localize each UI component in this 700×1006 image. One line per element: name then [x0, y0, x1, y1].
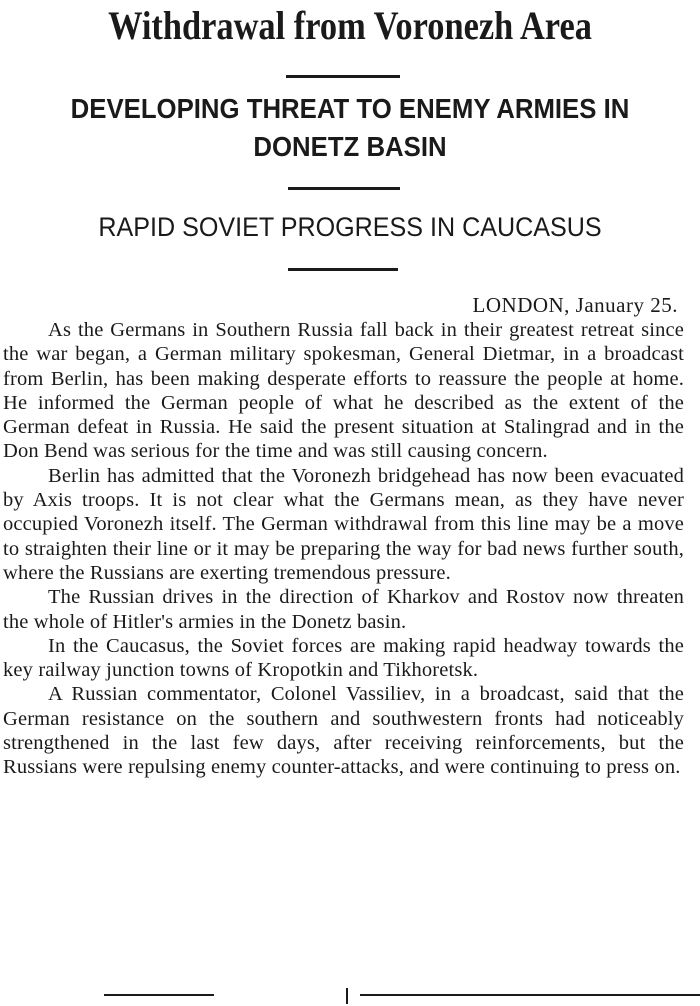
deck-divider	[288, 268, 398, 271]
footer-rule-right	[360, 994, 700, 996]
subheadline: DEVELOPING THREAT TO ENEMY ARMIES IN DONETZ BASIN	[70, 93, 630, 162]
deck: RAPID SOVIET PROGRESS IN CAUCASUS	[98, 212, 602, 242]
paragraph: A Russian commentator, Colonel Vassiliev, in a broadcast, said that the German resistance on the southern and southwestern fronts had noticeably strengthened in the last few days, after receiving reinforcements, but the Russians were repulsing enemy counter-attacks, and were continuing to press on.	[3, 683, 684, 779]
article-body	[3, 318, 684, 780]
paragraph: As the Germans in Southern Russia fall back in their greatest retreat since the war began, a German military spokesman, General Dietmar, in a broadcast from Berlin, has been making desperate efforts to reassure the people at home. He informed the German people of what he described as the extent of the German defeat in Russia. He said the present situation at Stalingrad and in the Don Bend was serious for the time and was still causing concern.	[3, 319, 684, 463]
paragraph: In the Caucasus, the Soviet forces are making rapid headway towards the key railway junction towns of Kropotkin and Tikhoretsk.	[3, 634, 684, 682]
footer-rule-left	[104, 994, 214, 996]
paragraph: Berlin has admitted that the Voronezh bridgehead has now been evacuated by Axis troops. It is not clear what the Germans mean, as they have never occupied Voronezh itself. The German withdrawal from this line may be a move to straighten their line or it may be preparing the way for bad news further south, where the Russians are exerting tremendous pressure.	[3, 464, 684, 584]
subheadline-divider	[288, 187, 400, 190]
headline-divider	[286, 75, 400, 78]
dateline: LONDON, January 25.	[472, 293, 678, 317]
paragraph: The Russian drives in the direction of Kharkov and Rostov now threaten the whole of Hitler's armies in the Donetz basin.	[3, 586, 684, 633]
column-divider-mark	[346, 988, 348, 1004]
headline: Withdrawal from Voronezh Area	[108, 3, 592, 48]
